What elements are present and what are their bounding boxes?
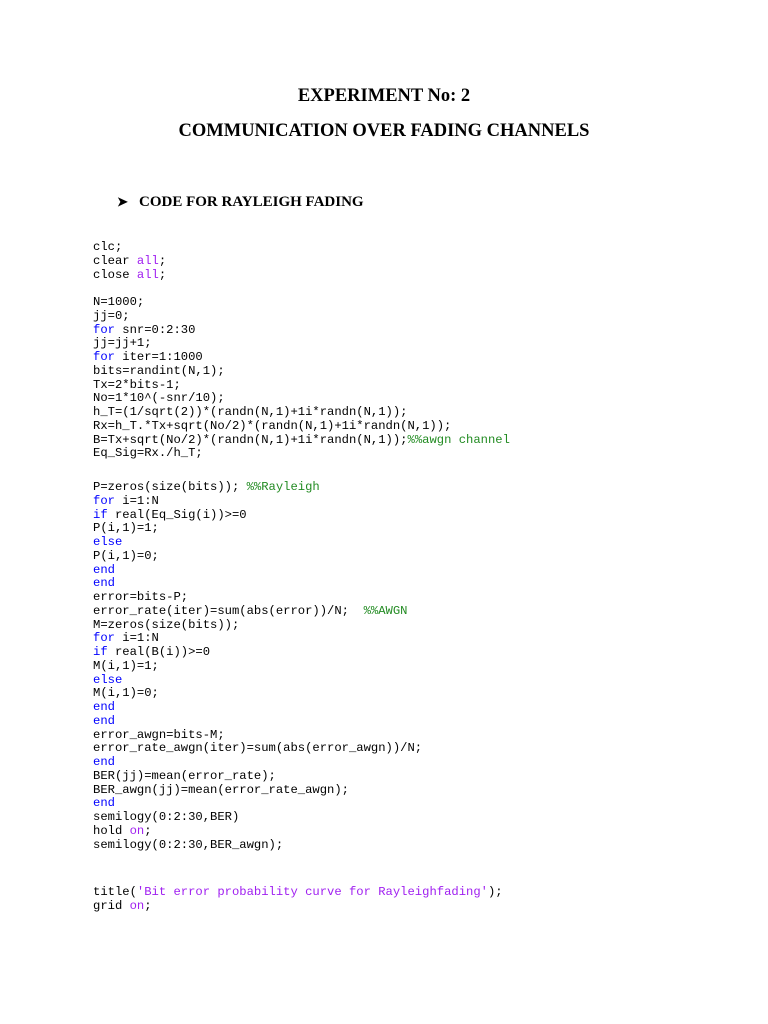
code-comment: %%Rayleigh [246,480,320,494]
code-line [93,577,422,591]
experiment-title: COMMUNICATION OVER FADING CHANNELS [178,121,590,141]
code-line [93,434,510,448]
code-line [93,886,503,900]
code-keyword: else [93,672,123,687]
code-text: jj=0; [93,308,130,323]
code-keyword: end [93,700,115,714]
code-line [93,660,422,674]
code-text: i=1:N [114,631,159,646]
code-line [93,811,422,825]
code-keyword: if [93,645,108,659]
code-block-plot [93,886,503,914]
code-text: error_awgn=bits-M; [93,727,225,742]
code-string: 'Bit error probability curve for Rayleighfading' [136,885,488,899]
code-text: No=1*10^(-snr/10); [93,391,225,406]
code-text: clear [93,253,137,268]
code-line [93,646,422,660]
code-line [93,406,510,420]
code-text: snr=0:2:30 [114,322,196,337]
experiment-heading: EXPERIMENT No: 2 [297,86,471,106]
code-line [93,825,422,839]
code-text: bits=randint(N,1); [93,363,225,378]
code-text: real(B(i))>=0 [107,645,211,659]
code-line [93,550,422,564]
code-text: title( [93,885,137,899]
code-text: N=1000; [93,295,145,309]
code-line [93,605,422,619]
code-text: semilogy(0:2:30,BER_awgn); [93,837,284,852]
code-line [93,674,422,688]
code-text: error=bits-P; [93,590,189,604]
code-line [93,536,422,550]
code-builtin: on [129,898,145,913]
code-keyword: if [93,507,108,522]
code-text: ); [487,885,503,899]
code-line [93,619,422,633]
code-text: grid [93,898,130,913]
code-block-init [93,241,166,282]
code-line [93,351,510,365]
code-text: P=zeros(size(bits)); [93,480,247,494]
code-text: error_rate_awgn(iter)=sum(abs(error_awgn))/N; [93,741,423,756]
code-text: BER(jj)=mean(error_rate); [93,768,276,783]
code-keyword: end [93,562,115,577]
code-text: error_rate(iter)=sum(abs(error))/N; [93,603,364,618]
code-builtin: on [129,823,145,838]
code-keyword: end [93,755,115,769]
code-builtin: all [136,253,159,268]
code-text: ; [158,267,167,282]
code-line [93,447,510,461]
code-line [93,715,422,729]
code-builtin: all [136,267,159,282]
code-keyword: end [93,713,115,728]
code-line [93,742,422,756]
code-text: M(i,1)=0; [93,686,159,701]
code-line [93,839,422,853]
code-text: ; [144,898,152,913]
code-line [93,379,510,393]
code-keyword: else [93,535,123,549]
code-block-setup [93,296,510,461]
code-comment: %%awgn channel [407,432,510,447]
code-keyword: for [93,322,115,337]
code-line [93,296,510,310]
code-line [93,591,422,605]
code-text: semilogy(0:2:30,BER) [93,810,240,824]
code-line [93,392,510,406]
code-text: clc; [93,240,123,254]
code-text: M(i,1)=1; [93,658,159,673]
code-text: ; [158,253,167,268]
code-text: P(i,1)=1; [93,521,159,536]
code-line [93,797,422,811]
code-keyword: for [93,493,115,508]
code-keyword: end [93,796,115,811]
code-line [93,701,422,715]
code-line [93,269,166,283]
code-line [93,632,422,646]
code-text: close [93,267,137,282]
code-keyword: for [93,631,115,646]
code-keyword: end [93,576,115,591]
code-line [93,756,422,770]
code-text: B=Tx+sqrt(No/2)*(randn(N,1)+1i*randn(N,1)); [93,432,408,447]
code-line [93,509,422,523]
code-line [93,310,510,324]
code-line [93,481,422,495]
code-line [93,241,166,255]
code-line [93,770,422,784]
code-line [93,337,510,351]
code-text: Eq_Sig=Rx./h_T; [93,446,203,461]
code-text: i=1:N [114,493,159,508]
code-text: P(i,1)=0; [93,548,159,563]
code-line [93,900,503,914]
code-keyword: for [93,350,115,364]
arrow-bullet-icon: ➤ [117,194,128,209]
code-text: Rx=h_T.*Tx+sqrt(No/2)*(randn(N,1)+1i*randn(N,1)); [93,418,452,433]
code-line [93,324,510,338]
code-text: ; [144,823,152,838]
code-line [93,420,510,434]
code-line [93,365,510,379]
code-text: jj=jj+1; [93,336,152,351]
code-line [93,687,422,701]
code-text: M=zeros(size(bits)); [93,617,240,632]
code-text: hold [93,823,130,838]
code-text: Tx=2*bits-1; [93,377,181,392]
section-heading [117,194,364,211]
code-text: h_T=(1/sqrt(2))*(randn(N,1)+1i*randn(N,1)); [93,405,408,419]
section-title: CODE FOR RAYLEIGH FADING [139,194,364,210]
code-block-detection [93,481,422,852]
code-comment: %%AWGN [363,603,408,618]
code-text: BER_awgn(jj)=mean(error_rate_awgn); [93,782,349,797]
code-line [93,784,422,798]
code-line [93,255,166,269]
code-text: iter=1:1000 [114,350,203,364]
code-line [93,495,422,509]
code-text: real(Eq_Sig(i))>=0 [107,507,247,522]
code-line [93,522,422,536]
code-line [93,564,422,578]
code-line [93,729,422,743]
